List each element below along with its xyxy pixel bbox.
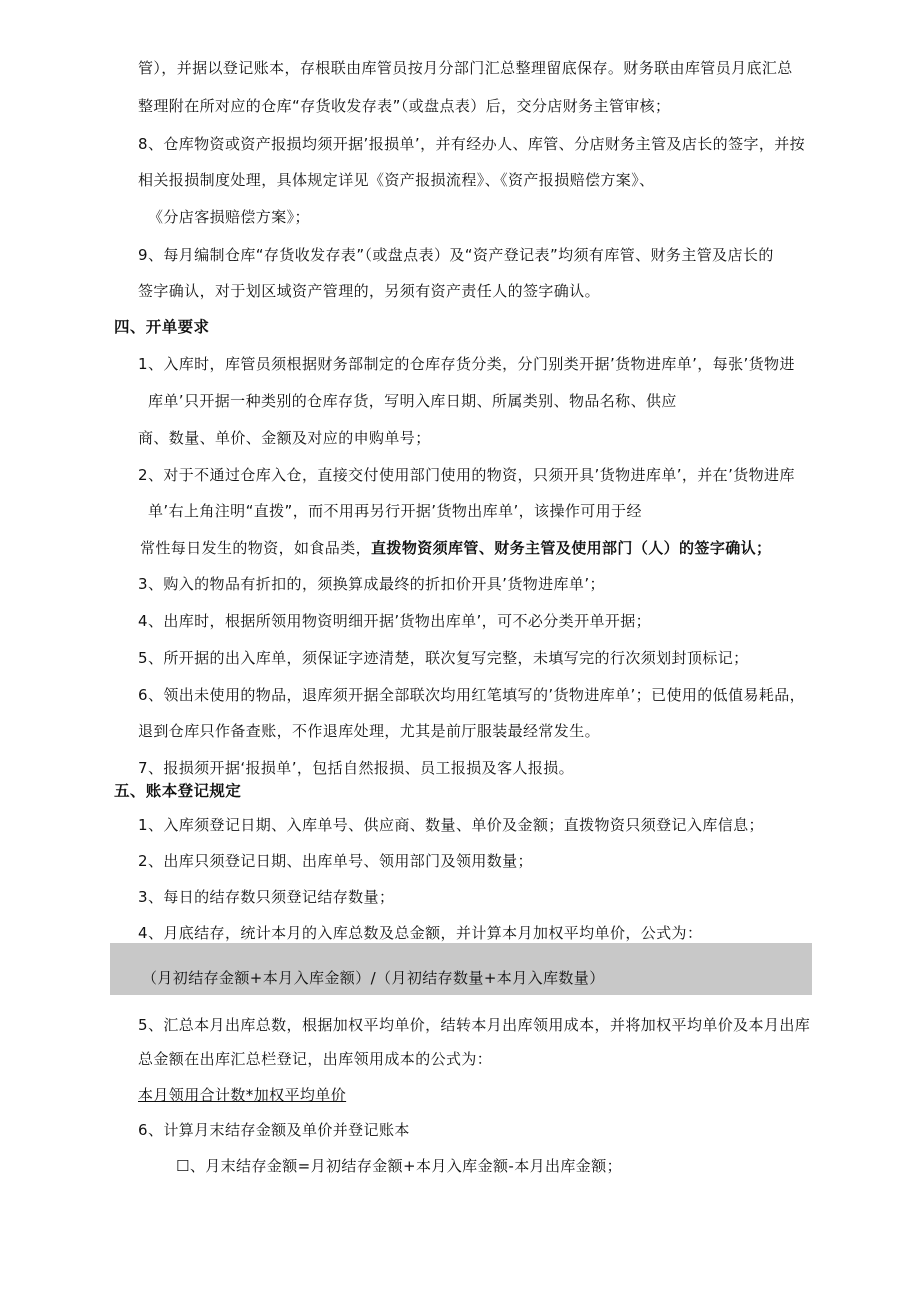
text-line: 相关报损制度处理，具体规定详见《资产报损流程》、《资产报损赔偿方案》、 [138, 171, 655, 189]
text-line: 2、出库只须登记日期、出库单号、领用部门及领用数量； [138, 852, 533, 870]
text-line: 3、每日的结存数只须登记结存数量； [138, 888, 395, 906]
text-line: 签字确认，对于划区域资产管理的，另须有资产责任人的签字确认。 [138, 282, 601, 300]
text-line: 整理附在所对应的仓库“存货收发存表”（或盘点表）后，交分店财务主管审核； [138, 97, 671, 115]
text-line: 2、对于不通过仓库入仓，直接交付使用部门使用的物资，只须开具’货物进库单’，并在’货物进库 [138, 466, 795, 484]
text-line: 5、所开据的出入库单，须保证字迹清楚，联次复写完整，未填写完的行次须划封顶标记； [138, 649, 749, 667]
text-line: 1、入库时，库管员须根据财务部制定的仓库存货分类，分门别类开据’货物进库单’，每张’货物进 [138, 355, 795, 373]
text-line: 6、计算月末结存金额及单价并登记账本 [138, 1121, 410, 1139]
text-line: 5、汇总本月出库总数，根据加权平均单价，结转本月出库领用成本，并将加权平均单价及本月出库 [138, 1016, 811, 1034]
text-line: 1、入库须登记日期、入库单号、供应商、数量、单价及金额；直拨物资只须登记入库信息； [138, 816, 764, 834]
text-line: 9、每月编制仓库“存货收发存表”（或盘点表）及“资产登记表”均须有库管、财务主管及店长的 [138, 246, 774, 264]
formula-text: （月初结存金额+本月入库金额）/（月初结存数量+本月入库数量） [142, 969, 605, 987]
text-line: 单’右上角注明“直拨”，而不用再另行开据’货物出库单’，该操作可用于经 [148, 502, 642, 520]
text-line: ☐、月末结存金额=月初结存金额+本月入库金额-本月出库金额； [176, 1157, 622, 1175]
section-heading: 五、账本登记规定 [114, 782, 242, 800]
text-line: 8、仓库物资或资产报损均须开据’报损单’，并有经办人、库管、分店财务主管及店长的签字，并按 [138, 135, 806, 153]
text-segment: 常性每日发生的物资，如食品类， [140, 539, 372, 557]
text-line: 库单’只开据一种类别的仓库存货，写明入库日期、所属类别、物品名称、供应 [148, 392, 677, 410]
formula-text: 本月领用合计数*加权平均单价 [138, 1086, 347, 1104]
bold-text-segment: 直拨物资须库管、财务主管及使用部门（人）的签字确认； [371, 539, 772, 557]
text-line: 退到仓库只作备查账，不作退库处理，尤其是前厅服装最经常发生。 [138, 722, 601, 740]
text-line: 商、数量、单价、金额及对应的申购单号； [138, 429, 431, 447]
text-line: 管），并据以登记账本，存根联由库管员按月分部门汇总整理留底保存。财务联由库管员月底汇总 [138, 59, 793, 77]
text-line: 总金额在出库汇总栏登记，出库领用成本的公式为： [138, 1050, 493, 1068]
text-line: 7、报损须开据‘报损单’，包括自然报损、员工报损及客人报损。 [138, 759, 575, 777]
section-heading: 四、开单要求 [114, 318, 210, 336]
text-line [140, 538, 771, 558]
text-line: 4、月底结存，统计本月的入库总数及总金额，并计算本月加权平均单价，公式为： [138, 924, 703, 942]
text-line: 4、出库时，根据所领用物资明细开据’货物出库单’，可不必分类开单开据； [138, 612, 652, 630]
text-line: 3、购入的物品有折扣的，须换算成最终的折扣价开具’货物进库单’； [138, 575, 605, 593]
text-line: 6、领出未使用的物品，退库须开据全部联次均用红笔填写的’货物进库单’；已使用的低值易耗品， [138, 686, 806, 704]
text-line: 《分店客损赔偿方案》； [148, 208, 310, 226]
